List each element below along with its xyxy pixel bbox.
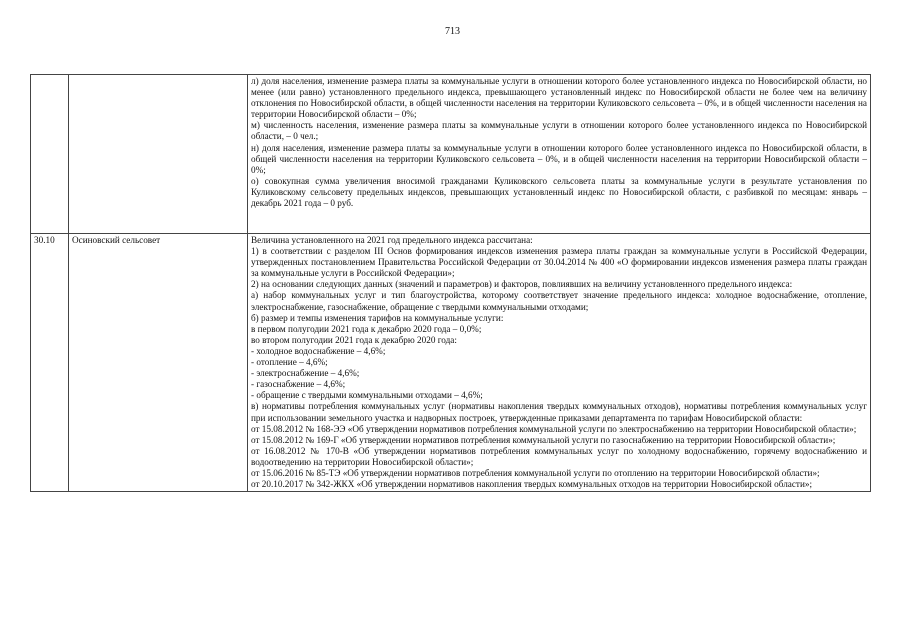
paragraph: о) совокупная сумма увеличения вносимой гражданами Куликовского сельсовета платы за коммунальные услуги в результате установления по Куликовскому сельсовету предельных индексов, превышающих установленный индекс по Новосибирской области, с разбивкой по месяцам: январь – декабрь 2021 года – 0 руб. [251, 175, 867, 209]
paragraph: л) доля населения, изменение размера платы за коммунальные услуги в отношении которого более установленного индекса по Новосибирской области, но менее (или равно) установленного предельного индекса, превышающего установленный индекс по Новосибирской области не более чем на величину отклонения по Новосибирской области, в общей численности населения на территории Куликовского сельсовета – 0%, и в общей численности населения на территории Новосибирской области – 0%; [251, 76, 867, 120]
row-name-cell [69, 75, 248, 234]
paragraph: - отопление – 4,6%; [251, 357, 328, 368]
paragraph: н) доля населения, изменение размера платы за коммунальные услуги в отношении которого более установленного индекса по Новосибирской области, в общей численности населения на территории Куликовского сельсовета – 0%, и в общей численности населения на территории Новосибирской области – 0%; [251, 142, 867, 175]
paragraph: м) численность населения, изменение размера платы за коммунальные услуги в отношении которого более установленного индекса по Новосибирской области, – 0 чел.; [251, 120, 867, 142]
paragraph: Величина установленного на 2021 год предельного индекса рассчитана: [251, 235, 533, 245]
paragraph: в первом полугодии 2021 года к декабрю 2020 года – 0,0%; [251, 323, 482, 334]
paragraph: в) нормативы потребления коммунальных услуг (нормативы накопления твердых коммунальных отходов), нормативы потребления коммунальных услуг при использовании земельного участка и надворных построек, утвержденные приказами департамента по тарифам Новосибирской области: [251, 401, 867, 423]
paragraph: - обращение с твердыми коммунальными отходами – 4,6%; [251, 390, 483, 401]
paragraph: - газоснабжение – 4,6%; [251, 379, 346, 390]
page-number: 713 [445, 26, 460, 37]
paragraph: от 15.08.2012 № 169-Г «Об утверждении нормативов потребления коммунальной услуги по газоснабжению на территории Новосибирской области»; [251, 434, 836, 445]
paragraph: - холодное водоснабжение – 4,6%; [251, 345, 386, 356]
paragraph: от 20.10.2017 № 342-ЖКХ «Об утверждении нормативов накопления твердых коммунальных отходов на территории Новосибирской области»; [251, 479, 813, 490]
table-row [31, 75, 871, 234]
paragraph: от 15.08.2012 № 168-ЭЭ «Об утверждении нормативов потребления коммунальной услуги по электроснабжению на территории Новосибирской области»; [251, 423, 857, 434]
paragraph: - электроснабжение – 4,6%; [251, 368, 360, 379]
table-row [31, 234, 871, 492]
row-text-cell [248, 234, 871, 492]
row-number-cell: 30.10 [31, 234, 69, 492]
row-number-cell [31, 75, 69, 234]
paragraph: 1) в соответствии с разделом III Основ формирования индексов изменения размера платы граждан за коммунальные услуги в Российской Федерации, утвержденных постановлением Правительства Российской Федерации от 30.04.2014 № 400 «О формировании индексов изменения размера платы граждан за коммунальные услуги в Российской Федерации»; [251, 246, 867, 279]
paragraph: от 15.06.2016 № 85-ТЭ «Об утверждении нормативов потребления коммунальной услуги по отоплению на территории Новосибирской области»; [251, 467, 820, 478]
paragraph: во втором полугодии 2021 года к декабрю 2020 года: [251, 334, 457, 345]
document-table [30, 74, 871, 492]
row-name-cell: Осиновский сельсовет [69, 234, 248, 492]
paragraph: от 16.08.2012 № 170-В «Об утверждении нормативов потребления коммунальных услуг по холодному водоснабжению, горячему водоснабжению и водоотведению на территории Новосибирской области»; [251, 445, 867, 467]
paragraph: 2) на основании следующих данных (значений и параметров) и факторов, повлиявших на величину установленного предельного индекса: [251, 279, 793, 290]
paragraph: б) размер и темпы изменения тарифов на коммунальные услуги: [251, 312, 504, 323]
row-text-cell [248, 75, 871, 234]
paragraph: а) набор коммунальных услуг и тип благоустройства, которому соответствует значение предельного индекса: холодное водоснабжение, отопление, электроснабжение, газоснабжение, обращение с твердыми коммунальными отходами; [251, 290, 867, 312]
